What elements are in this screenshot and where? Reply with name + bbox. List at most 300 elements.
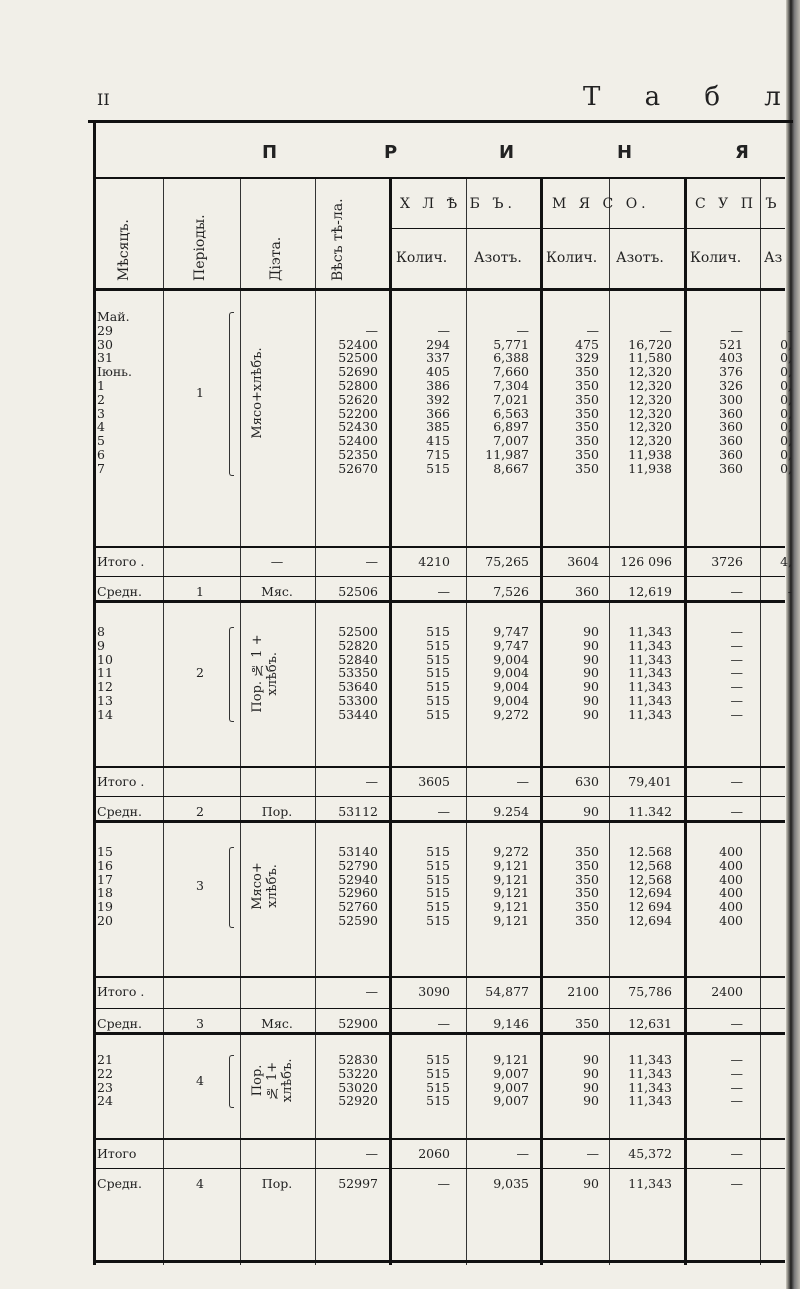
cell-soup-n: 0,	[780, 447, 792, 462]
cell-meat-n: 11,343	[628, 1093, 672, 1109]
mean-diet: Мяс.	[261, 584, 293, 599]
cell-soup-qty: 521	[719, 336, 743, 352]
mean-label: Средн.	[97, 1176, 142, 1191]
cell-meat-qty: 350	[575, 913, 599, 928]
cell-bread-qty: —	[437, 322, 450, 338]
cell-meat-n: 11,343	[628, 693, 672, 708]
mean-meat-n: 12,631	[628, 1016, 672, 1031]
caption-letter: П	[262, 142, 278, 163]
cell-soup-n: 0,	[780, 405, 792, 421]
cell-meat-n: 12,320	[628, 405, 672, 421]
cell-bread-n: 9,121	[493, 913, 529, 928]
mean-bread-qty: —	[437, 1176, 450, 1191]
mean-period: 3	[196, 1016, 204, 1031]
mean-weight: 52900	[338, 1016, 378, 1031]
day-label: 8	[97, 624, 105, 639]
total-soup-qty: —	[730, 774, 743, 789]
header-bread-nitrogen: Азотъ.	[474, 250, 522, 266]
day-label: 19	[97, 899, 113, 915]
cell-meat-qty: 350	[575, 419, 599, 435]
cell-meat-qty: 329	[575, 350, 599, 366]
day-label: 11	[97, 665, 113, 681]
cell-weight: 52940	[338, 871, 378, 887]
mean-bread-n: 9.254	[493, 804, 529, 819]
cell-meat-qty: 90	[583, 1052, 599, 1067]
mean-soup-qty: —	[730, 804, 743, 819]
cell-bread-n: 9,004	[493, 679, 529, 695]
cell-soup-n: 0,	[780, 336, 792, 352]
cell-meat-n: 11,938	[628, 447, 672, 462]
cell-bread-qty: 392	[426, 391, 450, 407]
mean-label: Средн.	[97, 804, 142, 819]
cell-bread-qty: 366	[426, 405, 450, 421]
cell-weight: 53140	[338, 844, 378, 859]
cell-meat-qty: 350	[575, 433, 599, 449]
header-soup: С У П Ъ	[695, 196, 781, 212]
cell-meat-qty: 90	[583, 693, 599, 708]
day-label: 21	[97, 1052, 113, 1067]
cell-bread-n: 8,667	[493, 460, 529, 476]
cell-bread-n: 7,021	[493, 391, 529, 407]
cell-meat-n: 12 694	[628, 899, 672, 915]
diet-label: Пор. № 1 + хлѣбъ.	[250, 634, 280, 713]
cell-bread-qty: 515	[426, 857, 450, 873]
mean-meat-qty: 350	[575, 1016, 599, 1031]
cell-bread-n: 9,747	[493, 637, 529, 653]
day-label: 6	[97, 447, 105, 462]
cell-soup-n: 0,	[780, 419, 792, 435]
caption-letter: Н	[617, 142, 633, 163]
cell-meat-qty: 475	[575, 336, 599, 352]
day-label: Май.	[97, 309, 130, 324]
cell-meat-qty: —	[586, 322, 599, 338]
day-label: 20	[97, 913, 113, 928]
day-label: 1	[97, 378, 105, 393]
cell-bread-qty: 515	[426, 665, 450, 681]
cell-bread-qty: 515	[426, 1065, 450, 1081]
cell-weight: 52350	[338, 447, 378, 462]
header-weight: Вѣсъ тѣ-ла.	[330, 198, 346, 281]
day-label: 3	[97, 405, 105, 421]
cell-meat-n: 11,343	[628, 1065, 672, 1081]
cell-soup-qty: —	[730, 624, 743, 639]
total-bread-qty: 3090	[418, 984, 450, 999]
header-bread: Х Л Ѣ Б Ъ.	[400, 196, 516, 212]
day-label: 15	[97, 844, 113, 859]
cell-weight: 52800	[338, 378, 378, 393]
day-label: 10	[97, 651, 113, 667]
day-label: 17	[97, 871, 113, 887]
mean-meat-n: 11.342	[628, 804, 672, 819]
row-rule	[93, 796, 785, 797]
running-head: Т а б л	[583, 82, 799, 112]
cell-weight: 52820	[338, 637, 378, 653]
cell-bread-n: 9,121	[493, 1052, 529, 1067]
mean-bread-n: 9,035	[493, 1176, 529, 1191]
day-label: 9	[97, 637, 105, 653]
total-weight: —	[365, 984, 378, 999]
cell-weight: 52790	[338, 857, 378, 873]
cell-meat-qty: 90	[583, 1093, 599, 1109]
cell-weight: 52500	[338, 624, 378, 639]
cell-soup-qty: —	[730, 706, 743, 722]
day-label: 30	[97, 336, 113, 352]
mean-bread-n: 7,526	[493, 584, 529, 599]
cell-soup-qty: 400	[719, 844, 743, 859]
cell-weight: 52690	[338, 364, 378, 380]
column-line	[466, 178, 467, 1265]
cell-bread-n: 9,004	[493, 693, 529, 708]
total-meat-n: 75,786	[628, 984, 672, 999]
cell-weight: 52960	[338, 885, 378, 901]
cell-meat-n: 12,568	[628, 871, 672, 887]
cell-meat-n: 12,320	[628, 378, 672, 393]
cell-meat-n: 12,320	[628, 433, 672, 449]
cell-soup-qty: 403	[719, 350, 743, 366]
cell-meat-qty: 350	[575, 899, 599, 915]
cell-bread-qty: 515	[426, 460, 450, 476]
header-soup-qty: Колич.	[690, 250, 742, 266]
mean-meat-n: 11,343	[628, 1176, 672, 1191]
header-meat: М Я С О.	[552, 196, 650, 212]
cell-bread-n: 9,272	[493, 844, 529, 859]
total-soup-qty: 3726	[711, 554, 743, 569]
total-bread-n: —	[516, 1146, 529, 1161]
cell-weight: 52400	[338, 336, 378, 352]
cell-bread-qty: 337	[426, 350, 450, 366]
cell-bread-qty: 515	[426, 706, 450, 722]
column-line	[240, 178, 241, 1265]
total-soup-qty: —	[730, 1146, 743, 1161]
mean-meat-n: 12,619	[628, 584, 672, 599]
cell-meat-n: 11,343	[628, 624, 672, 639]
cell-weight: 53020	[338, 1079, 378, 1095]
cell-soup-qty: 360	[719, 433, 743, 449]
cell-soup-qty: —	[730, 322, 743, 338]
mean-weight: 52997	[338, 1176, 378, 1191]
cell-weight: 52620	[338, 391, 378, 407]
total-meat-qty: 2100	[567, 984, 599, 999]
column-line	[315, 178, 316, 1265]
column-line	[609, 178, 610, 1265]
day-label: 2	[97, 391, 105, 407]
cell-bread-n: 7,304	[493, 378, 529, 393]
cell-soup-qty: —	[730, 693, 743, 708]
cell-meat-qty: 90	[583, 624, 599, 639]
day-label: 29	[97, 322, 113, 338]
mean-meat-qty: 90	[583, 1176, 599, 1191]
cell-soup-n: 0,	[780, 350, 792, 366]
cell-meat-qty: 350	[575, 857, 599, 873]
header-bottom-rule	[93, 288, 785, 291]
cell-soup-qty: —	[730, 637, 743, 653]
header-soup-nitrogen: Аз	[764, 250, 783, 266]
cell-bread-n: 9,121	[493, 871, 529, 887]
cell-soup-qty: 400	[719, 871, 743, 887]
cell-meat-qty: 350	[575, 447, 599, 462]
cell-bread-qty: 415	[426, 433, 450, 449]
cell-soup-qty: 400	[719, 899, 743, 915]
row-rule	[93, 766, 785, 768]
cell-meat-n: 11,343	[628, 1052, 672, 1067]
mean-soup-qty: —	[730, 584, 743, 599]
total-bread-n: 75,265	[485, 554, 529, 569]
row-rule	[93, 1260, 785, 1263]
cell-soup-n: 0,	[780, 433, 792, 449]
day-label: 14	[97, 706, 113, 722]
day-label: 23	[97, 1079, 113, 1095]
period-number: 2	[196, 665, 204, 681]
cell-bread-n: 11,987	[485, 447, 529, 462]
cell-bread-n: 9,272	[493, 706, 529, 722]
cell-weight: 52430	[338, 419, 378, 435]
cell-bread-n: 5,771	[493, 336, 529, 352]
cell-bread-qty: 515	[426, 913, 450, 928]
cell-meat-qty: 90	[583, 1079, 599, 1095]
row-rule	[93, 1138, 785, 1140]
cell-soup-qty: 376	[719, 364, 743, 380]
total-soup-qty: 2400	[711, 984, 743, 999]
cell-weight: 52400	[338, 433, 378, 449]
total-weight: —	[365, 554, 378, 569]
cell-soup-n: 0,	[780, 460, 792, 476]
row-rule	[93, 576, 785, 577]
cell-weight: 52840	[338, 651, 378, 667]
cell-bread-n: 9,007	[493, 1079, 529, 1095]
header-period: Періоды.	[192, 214, 208, 281]
cell-meat-qty: 90	[583, 706, 599, 722]
total-weight: —	[365, 1146, 378, 1161]
cell-meat-n: —	[659, 322, 672, 338]
cell-bread-qty: 715	[426, 447, 450, 462]
mean-period: 4	[196, 1176, 204, 1191]
cell-soup-qty: 400	[719, 857, 743, 873]
cell-meat-qty: 350	[575, 460, 599, 476]
cell-weight: 52500	[338, 350, 378, 366]
mean-soup-qty: —	[730, 1176, 743, 1191]
mean-soup-n: -	[787, 584, 792, 599]
row-rule	[93, 820, 785, 823]
row-rule	[93, 546, 785, 548]
cell-bread-n: 9,007	[493, 1065, 529, 1081]
cell-meat-qty: 350	[575, 378, 599, 393]
total-meat-n: 79,401	[628, 774, 672, 789]
cell-weight: 52670	[338, 460, 378, 476]
cell-weight: 53640	[338, 679, 378, 695]
cell-meat-qty: 90	[583, 1065, 599, 1081]
total-soup-n: 4,	[780, 554, 792, 569]
cell-soup-qty: —	[730, 665, 743, 681]
day-label: 22	[97, 1065, 113, 1081]
day-label: 16	[97, 857, 113, 873]
total-label: Итого .	[97, 554, 145, 569]
total-meat-qty: 3604	[567, 554, 599, 569]
cell-soup-n: 0,	[780, 378, 792, 393]
total-bread-qty: 2060	[418, 1146, 450, 1161]
period-number: 4	[196, 1072, 204, 1088]
brace	[229, 847, 234, 928]
total-meat-n: 45,372	[628, 1146, 672, 1161]
cell-meat-n: 12.568	[628, 844, 672, 859]
cell-meat-qty: 90	[583, 665, 599, 681]
cell-bread-qty: 385	[426, 419, 450, 435]
mean-label: Средн.	[97, 1016, 142, 1031]
cell-meat-n: 11,343	[628, 651, 672, 667]
total-bread-n: 54,877	[485, 984, 529, 999]
brace	[229, 1055, 234, 1108]
mean-label: Средн.	[97, 584, 142, 599]
cell-soup-qty: 360	[719, 447, 743, 462]
day-label: 24	[97, 1093, 113, 1109]
day-label: 5	[97, 433, 105, 449]
cell-bread-n: 6,563	[493, 405, 529, 421]
mean-period: 1	[196, 584, 204, 599]
cell-weight: —	[365, 322, 378, 338]
cell-bread-qty: 515	[426, 637, 450, 653]
cell-bread-n: 9,747	[493, 624, 529, 639]
brace	[229, 312, 234, 476]
day-label: 18	[97, 885, 113, 901]
header-month: Мѣсяцъ.	[116, 219, 132, 281]
cell-weight: 53440	[338, 706, 378, 722]
cell-bread-qty: 515	[426, 844, 450, 859]
row-rule	[93, 1008, 785, 1009]
caption-letter: И	[499, 142, 515, 163]
row-rule	[93, 976, 785, 978]
total-label: Итого .	[97, 984, 145, 999]
cell-weight: 53350	[338, 665, 378, 681]
total-bread-n: —	[516, 774, 529, 789]
diet-label: Пор. № 1+ хлѣбъ.	[250, 1058, 295, 1103]
cell-bread-n: 9,121	[493, 885, 529, 901]
cell-bread-n: 9,007	[493, 1093, 529, 1109]
mean-soup-qty: —	[730, 1016, 743, 1031]
mean-bread-n: 9,146	[493, 1016, 529, 1031]
cell-bread-n: 9,121	[493, 857, 529, 873]
header-meat-qty: Колич.	[546, 250, 598, 266]
page-binding-edge	[786, 0, 800, 1289]
cell-weight: 52200	[338, 405, 378, 421]
cell-bread-n: 9,004	[493, 665, 529, 681]
cell-weight: 52590	[338, 913, 378, 928]
cell-meat-n: 11,580	[628, 350, 672, 366]
caption-letter: Я	[735, 142, 749, 163]
cell-bread-qty: 515	[426, 651, 450, 667]
cell-soup-qty: 300	[719, 391, 743, 407]
column-line	[163, 178, 164, 1265]
mean-weight: 52506	[338, 584, 378, 599]
cell-meat-n: 11,343	[628, 679, 672, 695]
cell-soup-qty: 360	[719, 419, 743, 435]
column-line	[760, 178, 761, 1265]
mean-period: 2	[196, 804, 204, 819]
total-label: Итого	[97, 1146, 137, 1161]
mean-weight: 53112	[338, 804, 378, 819]
total-bread-qty: 3605	[418, 774, 450, 789]
cell-meat-n: 12,320	[628, 364, 672, 380]
day-label: 12	[97, 679, 113, 695]
header-diet: Діэта.	[268, 236, 284, 281]
cell-meat-n: 12,694	[628, 913, 672, 928]
cell-meat-qty: 350	[575, 364, 599, 380]
cell-soup-qty: —	[730, 1052, 743, 1067]
cell-soup-qty: —	[730, 651, 743, 667]
cell-bread-qty: 386	[426, 378, 450, 393]
cell-soup-qty: —	[730, 1093, 743, 1109]
mean-meat-qty: 360	[575, 584, 599, 599]
cell-soup-n: -	[787, 322, 792, 338]
cell-soup-qty: —	[730, 1079, 743, 1095]
page-number: II	[97, 90, 110, 109]
mean-bread-qty: —	[437, 804, 450, 819]
cell-bread-n: —	[516, 322, 529, 338]
day-label: Іюнь.	[97, 364, 132, 380]
day-label: 4	[97, 419, 105, 435]
row-rule	[93, 1032, 785, 1035]
cell-meat-n: 11,343	[628, 706, 672, 722]
cell-meat-n: 12,568	[628, 857, 672, 873]
cell-soup-qty: 326	[719, 378, 743, 393]
cell-bread-qty: 515	[426, 1052, 450, 1067]
period-number: 1	[196, 384, 204, 400]
mean-diet: Мяс.	[261, 1016, 293, 1031]
cell-meat-qty: 90	[583, 679, 599, 695]
cell-weight: 52920	[338, 1093, 378, 1109]
cell-bread-qty: 515	[426, 871, 450, 887]
day-label: 31	[97, 350, 113, 366]
cell-soup-n: 0,	[780, 364, 792, 380]
mean-diet: Пор.	[261, 1176, 293, 1191]
header-bread-qty: Колич.	[396, 250, 448, 266]
cell-soup-qty: —	[730, 1065, 743, 1081]
cell-weight: 53300	[338, 693, 378, 708]
total-meat-qty: —	[586, 1146, 599, 1161]
cell-meat-n: 11,343	[628, 637, 672, 653]
total-meat-n: 126 096	[620, 554, 672, 569]
day-label: 13	[97, 693, 113, 708]
diet-label: Мясо+ хлѣбъ.	[250, 862, 280, 911]
cell-meat-qty: 350	[575, 391, 599, 407]
cell-bread-qty: 515	[426, 624, 450, 639]
cell-bread-n: 9,121	[493, 899, 529, 915]
cell-meat-qty: 90	[583, 637, 599, 653]
header-meat-nitrogen: Азотъ.	[616, 250, 664, 266]
cell-bread-n: 7,007	[493, 433, 529, 449]
cell-meat-qty: 90	[583, 651, 599, 667]
cell-soup-qty: 360	[719, 460, 743, 476]
cell-weight: 52760	[338, 899, 378, 915]
cell-meat-n: 11,938	[628, 460, 672, 476]
mean-bread-qty: —	[437, 1016, 450, 1031]
header-rule	[88, 120, 793, 123]
total-label: Итого .	[97, 774, 145, 789]
row-rule	[93, 1168, 785, 1169]
cell-meat-qty: 350	[575, 844, 599, 859]
cell-bread-n: 6,897	[493, 419, 529, 435]
cell-bread-qty: 294	[426, 336, 450, 352]
subheader-rule	[389, 228, 785, 229]
cell-bread-qty: 515	[426, 885, 450, 901]
cell-bread-n: 6,388	[493, 350, 529, 366]
cell-meat-qty: 350	[575, 885, 599, 901]
brace	[229, 627, 234, 722]
row-rule	[93, 600, 785, 603]
cell-bread-qty: 515	[426, 679, 450, 695]
table-top-rule	[93, 177, 785, 179]
cell-weight: 53220	[338, 1065, 378, 1081]
cell-soup-n: 0,	[780, 391, 792, 407]
cell-bread-qty: 515	[426, 693, 450, 708]
